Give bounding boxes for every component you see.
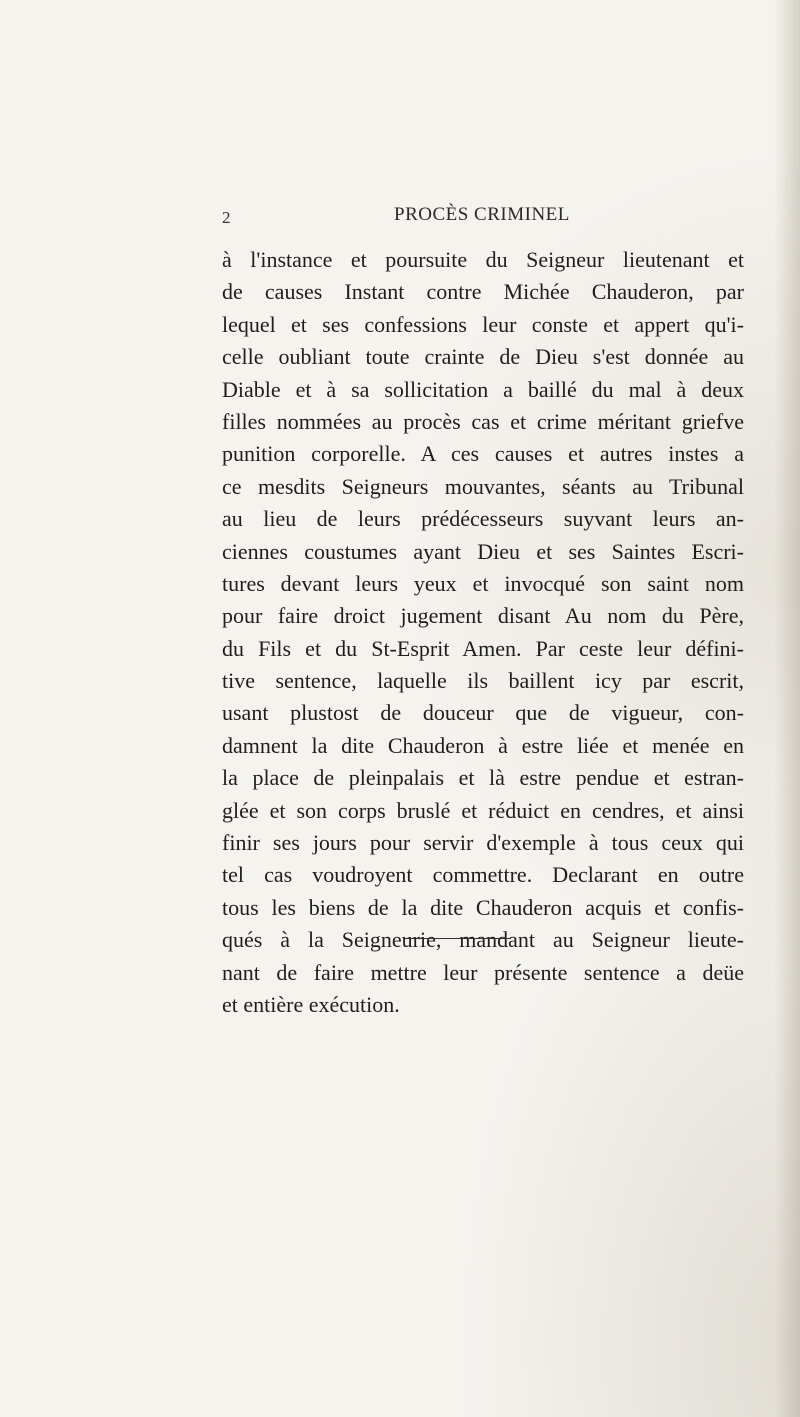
text-line: tel cas voudroyent commettre. Declarant en outre — [222, 862, 744, 888]
text-line: ciennes coustumes ayant Dieu et ses Saintes Escri- — [222, 538, 744, 564]
text-line: punition corporelle. A ces causes et autres instes a — [222, 441, 744, 467]
text-line: Diable et à sa sollicitation a baillé du mal à deux — [222, 376, 744, 402]
running-head — [222, 204, 742, 234]
page-edge-shadow — [774, 0, 800, 1417]
text-line: ce mesdits Seigneurs mouvantes, séants au Tribunal — [222, 473, 744, 499]
text-line: pour faire droict jugement disant Au nom du Père, — [222, 603, 744, 629]
text-line: qués à la Seigneurie, mandant au Seigneur lieute- — [222, 927, 744, 953]
text-line: usant plustost de douceur que de vigueur, con- — [222, 700, 744, 726]
text-line-last: et entière exécution. — [222, 991, 400, 1017]
text-line: tures devant leurs yeux et invocqué son saint nom — [222, 570, 744, 596]
text-line: tous les biens de la dite Chauderon acquis et confis- — [222, 894, 744, 920]
text-line: nant de faire mettre leur présente sentence a deüe — [222, 959, 744, 985]
text-line: lequel et ses confessions leur conste et appert qu'i- — [222, 311, 744, 337]
text-line: damnent la dite Chauderon à estre liée et menée en — [222, 732, 744, 758]
text-line: du Fils et du St-Esprit Amen. Par ceste leur défini- — [222, 635, 744, 661]
text-line: finir ses jours pour servir d'exemple à tous ceux qui — [222, 830, 744, 856]
running-title: PROCÈS CRIMINEL — [394, 204, 570, 225]
body-paragraph — [222, 244, 744, 1021]
text-line: celle oubliant toute crainte de Dieu s'est donnée au — [222, 344, 744, 370]
text-line: filles nommées au procès cas et crime méritant griefve — [222, 408, 744, 434]
page-number: 2 — [222, 208, 231, 227]
text-line: à l'instance et poursuite du Seigneur lieutenant et — [222, 247, 744, 272]
text-line: tive sentence, laquelle ils baillent icy par escrit, — [222, 668, 744, 694]
text-line: la place de pleinpalais et là estre pendue et estran- — [222, 765, 744, 791]
text-line: glée et son corps bruslé et réduict en cendres, et ainsi — [222, 797, 744, 823]
end-rule — [405, 938, 511, 939]
text-line: au lieu de leurs prédécesseurs suyvant leurs an- — [222, 506, 744, 532]
text-line: de causes Instant contre Michée Chauderon, par — [222, 279, 744, 305]
